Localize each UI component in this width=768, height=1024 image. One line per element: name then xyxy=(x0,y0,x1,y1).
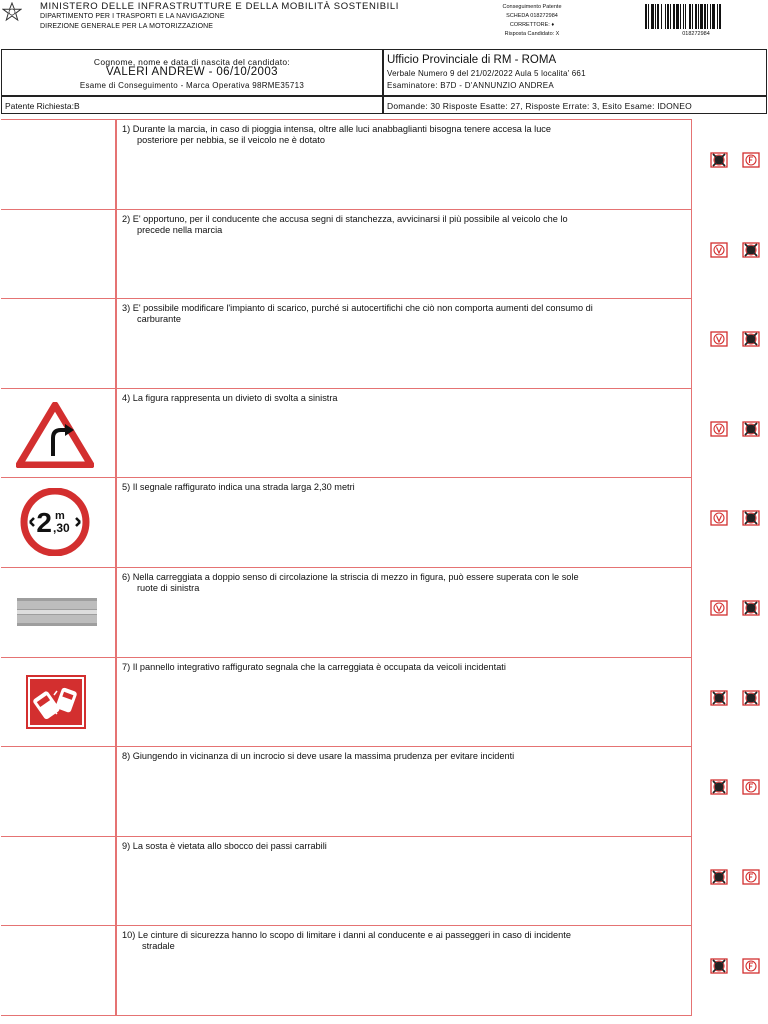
question-text-cell xyxy=(116,925,692,1015)
question-row xyxy=(0,119,768,209)
question-text xyxy=(122,751,612,762)
answer-true-checkbox[interactable] xyxy=(710,510,728,526)
question-line2: carburante xyxy=(137,314,181,325)
question-text xyxy=(122,662,612,673)
question-image-cell xyxy=(1,925,116,1015)
answer-true-checkbox[interactable] xyxy=(710,242,728,258)
question-image-cell xyxy=(1,209,116,299)
candidate-label: Cognome, nome e data di nascita del candidato: xyxy=(93,57,291,67)
question-image-cell xyxy=(1,477,116,567)
question-image-cell xyxy=(1,746,116,836)
exam-type: Esame di Conseguimento - Marca Operativa 98RME35713 xyxy=(79,81,305,90)
answer-true-checkbox[interactable] xyxy=(710,779,728,795)
answer-false-checkbox[interactable] xyxy=(742,331,760,347)
question-text xyxy=(122,124,612,146)
scheda-number: SCHEDA 018272984 xyxy=(506,13,558,19)
accident-panel-sign xyxy=(26,675,86,729)
answer-false-checkbox[interactable] xyxy=(742,779,760,795)
answer-false-checkbox[interactable] xyxy=(742,242,760,258)
ministry-heading xyxy=(40,2,399,32)
verbale-info: Verbale Numero 9 del 21/02/2022 Aula 5 localita' 661 xyxy=(387,69,586,78)
question-text-cell xyxy=(116,298,692,388)
question-row xyxy=(0,477,768,567)
question-row xyxy=(0,567,768,657)
double-line-marking-icon xyxy=(17,598,97,626)
question-line1: 9) La sosta è vietata allo sbocco dei passi carrabili xyxy=(122,840,327,851)
answer-true-checkbox[interactable] xyxy=(710,600,728,616)
results-box xyxy=(383,96,767,114)
question-text xyxy=(122,572,612,594)
question-image-cell xyxy=(1,298,116,388)
question-line2: ruote di sinistra xyxy=(137,583,200,593)
question-text xyxy=(122,841,612,852)
answer-false-checkbox[interactable] xyxy=(742,510,760,526)
answer-false-checkbox[interactable] xyxy=(742,690,760,706)
scheda-title: Conseguimento Patente xyxy=(502,4,562,10)
question-row xyxy=(0,388,768,478)
grid-bottom-line xyxy=(1,1015,692,1016)
question-line1: 3) E' possibile modificare l'impianto di scarico, purché si autocertifichi che ciò non comporta aumenti del consumo di xyxy=(122,303,593,314)
barcode-number: 018272984 xyxy=(682,31,710,37)
question-line1: 8) Giungendo in vicinanza di un incrocio si deve usare la massima prudenza per evitare incidenti xyxy=(122,751,515,762)
answer-true-checkbox[interactable] xyxy=(710,690,728,706)
question-row xyxy=(0,746,768,836)
question-image-cell xyxy=(1,657,116,747)
office-box xyxy=(383,49,767,96)
answer-false-checkbox[interactable] xyxy=(742,152,760,168)
question-line2: precede nella marcia xyxy=(137,224,223,235)
examiner-info: Esaminatore: B7D - D'ANNUNZIO ANDREA xyxy=(387,81,555,90)
width-limit-decimal: ,30 xyxy=(53,521,70,536)
question-line1: 10) Le cinture di sicurezza hanno lo scopo di limitare i danni al conducente e ai passeggeri in caso di incidente xyxy=(122,930,571,941)
correttore: CORRETTORE: ♦ xyxy=(509,22,555,28)
ministry-line1: MINISTERO DELLE INFRASTRUTTURE E DELLA MOBILITÀ SOSTENIBILI xyxy=(40,1,399,12)
risposta-candidato: Risposta Candidato: X xyxy=(504,31,560,37)
question-line1: 1) Durante la marcia, in caso di pioggia intensa, oltre alle luci anabbaglianti bisogna tenere accesa la luce xyxy=(122,124,552,134)
question-text-cell xyxy=(116,657,692,747)
office-title: Ufficio Provinciale di RM - ROMA xyxy=(387,54,557,66)
question-text-cell xyxy=(116,836,692,926)
question-row xyxy=(0,657,768,747)
answer-false-checkbox[interactable] xyxy=(742,869,760,885)
question-text-cell xyxy=(116,119,692,209)
answer-true-checkbox[interactable] xyxy=(710,869,728,885)
question-row xyxy=(0,836,768,926)
republic-emblem-icon xyxy=(2,2,22,22)
answer-false-checkbox[interactable] xyxy=(742,421,760,437)
question-line2: stradale xyxy=(142,941,175,952)
question-text xyxy=(122,214,612,236)
width-limit-unit: m xyxy=(55,510,65,523)
ministry-line2: DIPARTIMENTO PER I TRASPORTI E LA NAVIGAZIONE xyxy=(40,13,225,20)
question-text-cell xyxy=(116,209,692,299)
question-text xyxy=(122,930,612,952)
width-limit-sign xyxy=(19,488,91,556)
question-image-cell xyxy=(1,836,116,926)
barcode xyxy=(645,4,747,29)
patente-box xyxy=(1,96,383,114)
question-line1: 2) E' opportuno, per il conducente che accusa segni di stanchezza, avvicinarsi il più possibile al veicolo che lo xyxy=(122,213,568,224)
question-text-cell xyxy=(116,567,692,657)
question-row xyxy=(0,209,768,299)
question-line2: posteriore per nebbia, se il veicolo ne è dotato xyxy=(137,135,325,145)
question-line1: 6) Nella carreggiata a doppio senso di circolazione la striscia di mezzo in figura, può essere superata con le sole xyxy=(122,572,579,582)
question-row xyxy=(0,298,768,388)
question-line1: 7) Il pannello integrativo raffigurato segnala che la carreggiata è occupata da veicoli incidentati xyxy=(122,661,506,672)
answer-true-checkbox[interactable] xyxy=(710,421,728,437)
ministry-line3: DIREZIONE GENERALE PER LA MOTORIZZAZIONE xyxy=(40,23,214,30)
patente-richiesta: Patente Richiesta:B xyxy=(5,101,80,111)
question-text-cell xyxy=(116,746,692,836)
question-line1: 5) Il segnale raffigurato indica una strada larga 2,30 metri xyxy=(122,482,355,493)
question-text-cell xyxy=(116,388,692,478)
width-limit-digit: 2 xyxy=(36,507,52,539)
answer-false-checkbox[interactable] xyxy=(742,600,760,616)
question-image-cell xyxy=(1,119,116,209)
answer-true-checkbox[interactable] xyxy=(710,152,728,168)
answer-true-checkbox[interactable] xyxy=(710,958,728,974)
question-row xyxy=(0,925,768,1015)
question-image-cell xyxy=(1,388,116,478)
question-image-cell xyxy=(1,567,116,657)
candidate-box xyxy=(1,49,383,96)
question-text xyxy=(122,482,612,493)
answer-false-checkbox[interactable] xyxy=(742,958,760,974)
answer-true-checkbox[interactable] xyxy=(710,331,728,347)
scheda-info xyxy=(480,3,584,39)
curve-right-warning-sign xyxy=(16,402,94,468)
question-text xyxy=(122,393,612,404)
candidate-name: VALERI ANDREW - 06/10/2003 xyxy=(106,66,278,78)
question-line1: 4) La figura rappresenta un divieto di svolta a sinistra xyxy=(122,392,338,403)
question-text-cell xyxy=(116,477,692,567)
exam-results: Domande: 30 Risposte Esatte: 27, Risposte Errate: 3, Esito Esame: IDONEO xyxy=(387,101,692,111)
question-text xyxy=(122,303,612,325)
